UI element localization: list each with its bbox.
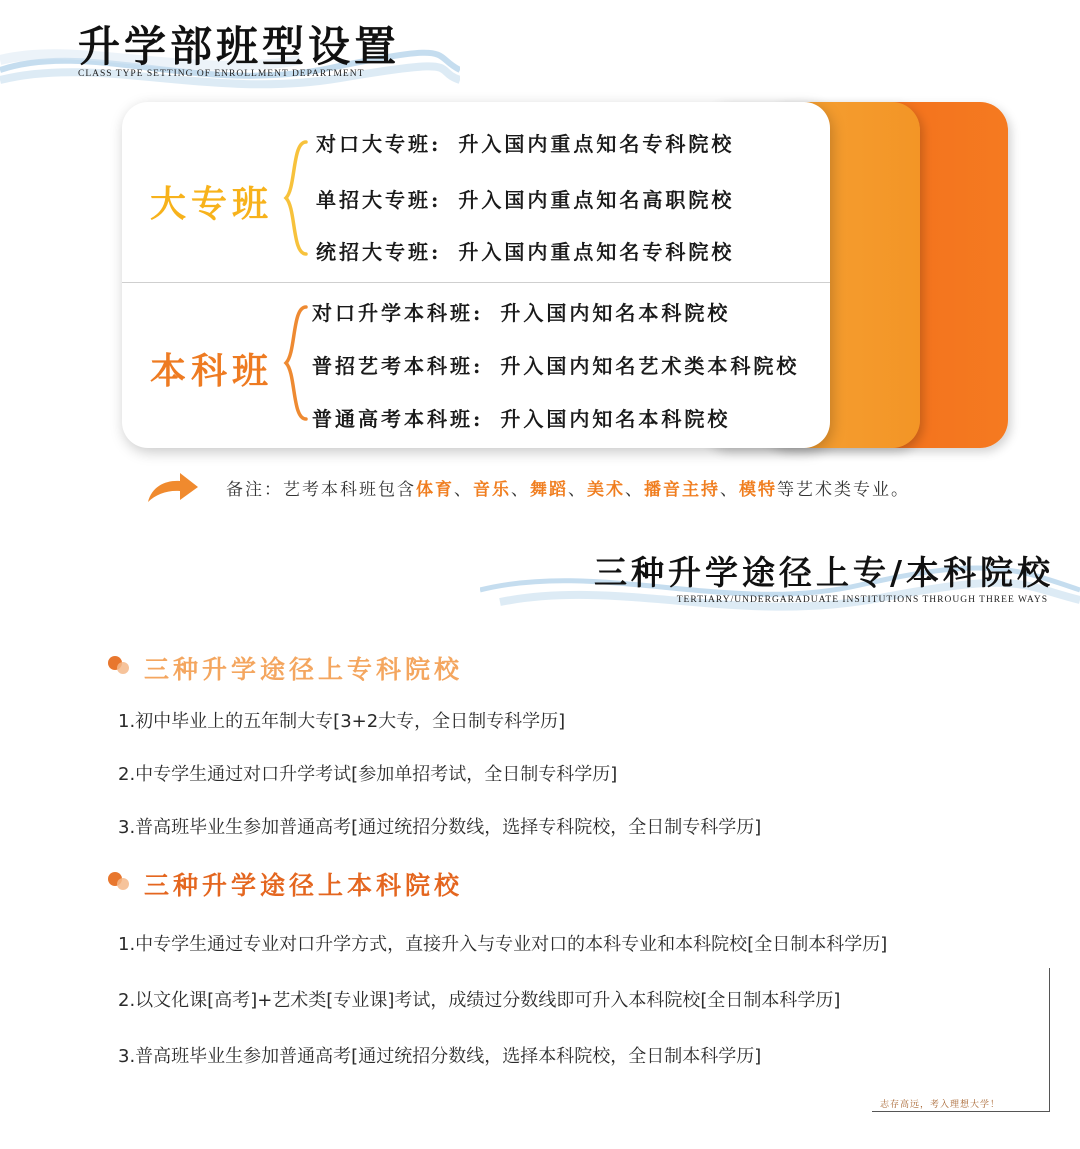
class-name: 普通高考本科班 [312, 407, 473, 431]
section-header-subtitle: TERTIARY/UNDERGARADUATE INSTITUTIONS THROUGH THREE WAYS [676, 595, 1048, 605]
note-separator: 、 [568, 480, 587, 500]
note-separator: 、 [511, 480, 530, 500]
brace-icon [280, 303, 310, 423]
section-header-title: 三种升学途径上专/本科院校 [593, 553, 1054, 592]
note-highlight: 美术 [587, 480, 625, 500]
list-item: 3.普高班毕业生参加普通高考[通过统招分数线，选择专科院校，全日制专科学历] [118, 817, 762, 838]
class-separator: : [431, 240, 439, 264]
class-target: 升入国内知名艺术类本科院校 [500, 354, 800, 378]
class-separator: : [473, 354, 481, 378]
note-highlight: 体育 [416, 480, 454, 500]
note-text [226, 475, 910, 500]
class-name: 对口升学本科班 [312, 301, 473, 325]
class-separator: : [473, 301, 481, 325]
class-name: 单招大专班 [316, 188, 431, 212]
section-bullet-icon [106, 870, 132, 892]
page-title: 升学部班型设置 [78, 22, 401, 71]
note-highlight: 模特 [739, 480, 777, 500]
class-item-line [312, 350, 799, 379]
class-target: 升入国内重点知名高职院校 [458, 188, 735, 212]
footer-vertical-line [1049, 968, 1050, 1112]
class-target: 升入国内重点知名专科院校 [458, 132, 735, 156]
class-separator: : [473, 407, 481, 431]
list-item: 3.普高班毕业生参加普通高考[通过统招分数线，选择本科院校，全日制本科学历] [118, 1046, 762, 1067]
class-name: 对口大专班 [316, 132, 431, 156]
section-title-undergraduate: 三种升学途径上本科院校 [144, 871, 464, 900]
footer-slogan: 志存高远，考入理想大学！ [880, 1100, 1001, 1110]
category-label-junior-college: 大专班 [150, 183, 274, 225]
list-item: 1.初中毕业上的五年制大专[3+2大专，全日制专科学历] [118, 711, 566, 732]
curved-arrow-icon [146, 470, 200, 506]
note-separator: 、 [720, 480, 739, 500]
class-separator: : [431, 132, 439, 156]
list-item: 1.中专学生通过专业对口升学方式，直接升入与专业对口的本科专业和本科院校[全日制本科学历] [118, 934, 888, 955]
class-name: 普招艺考本科班 [312, 354, 473, 378]
brace-icon [280, 138, 310, 258]
class-target: 升入国内知名本科院校 [500, 301, 731, 325]
category-label-undergraduate: 本科班 [150, 350, 274, 392]
note-separator: 、 [625, 480, 644, 500]
class-item-line [316, 184, 734, 213]
card-divider [122, 282, 830, 283]
list-item: 2.中专学生通过对口升学考试[参加单招考试，全日制专科学历] [118, 764, 618, 785]
class-item-line [312, 403, 730, 432]
class-target: 升入国内重点知名专科院校 [458, 240, 735, 264]
note-highlight: 舞蹈 [530, 480, 568, 500]
list-item: 2.以文化课[高考]+艺术类[专业课]考试，成绩过分数线即可升入本科院校[全日制本科学历] [118, 990, 841, 1011]
note-suffix: 等艺术类专业。 [777, 480, 910, 500]
section-title-junior-college: 三种升学途径上专科院校 [144, 655, 464, 684]
class-item-line [312, 297, 730, 326]
class-item-line [316, 128, 734, 157]
page-subtitle: CLASS TYPE SETTING OF ENROLLMENT DEPARTMENT [78, 69, 365, 79]
footer-horizontal-line [872, 1111, 1049, 1112]
class-target: 升入国内知名本科院校 [500, 407, 731, 431]
note-highlight: 播音主持 [644, 480, 720, 500]
note-highlight: 音乐 [473, 480, 511, 500]
note-prefix: 备注：艺考本科班包含 [226, 480, 416, 500]
section-bullet-icon [106, 654, 132, 676]
class-item-line [316, 236, 734, 265]
class-name: 统招大专班 [316, 240, 431, 264]
class-separator: : [431, 188, 439, 212]
note-separator: 、 [454, 480, 473, 500]
